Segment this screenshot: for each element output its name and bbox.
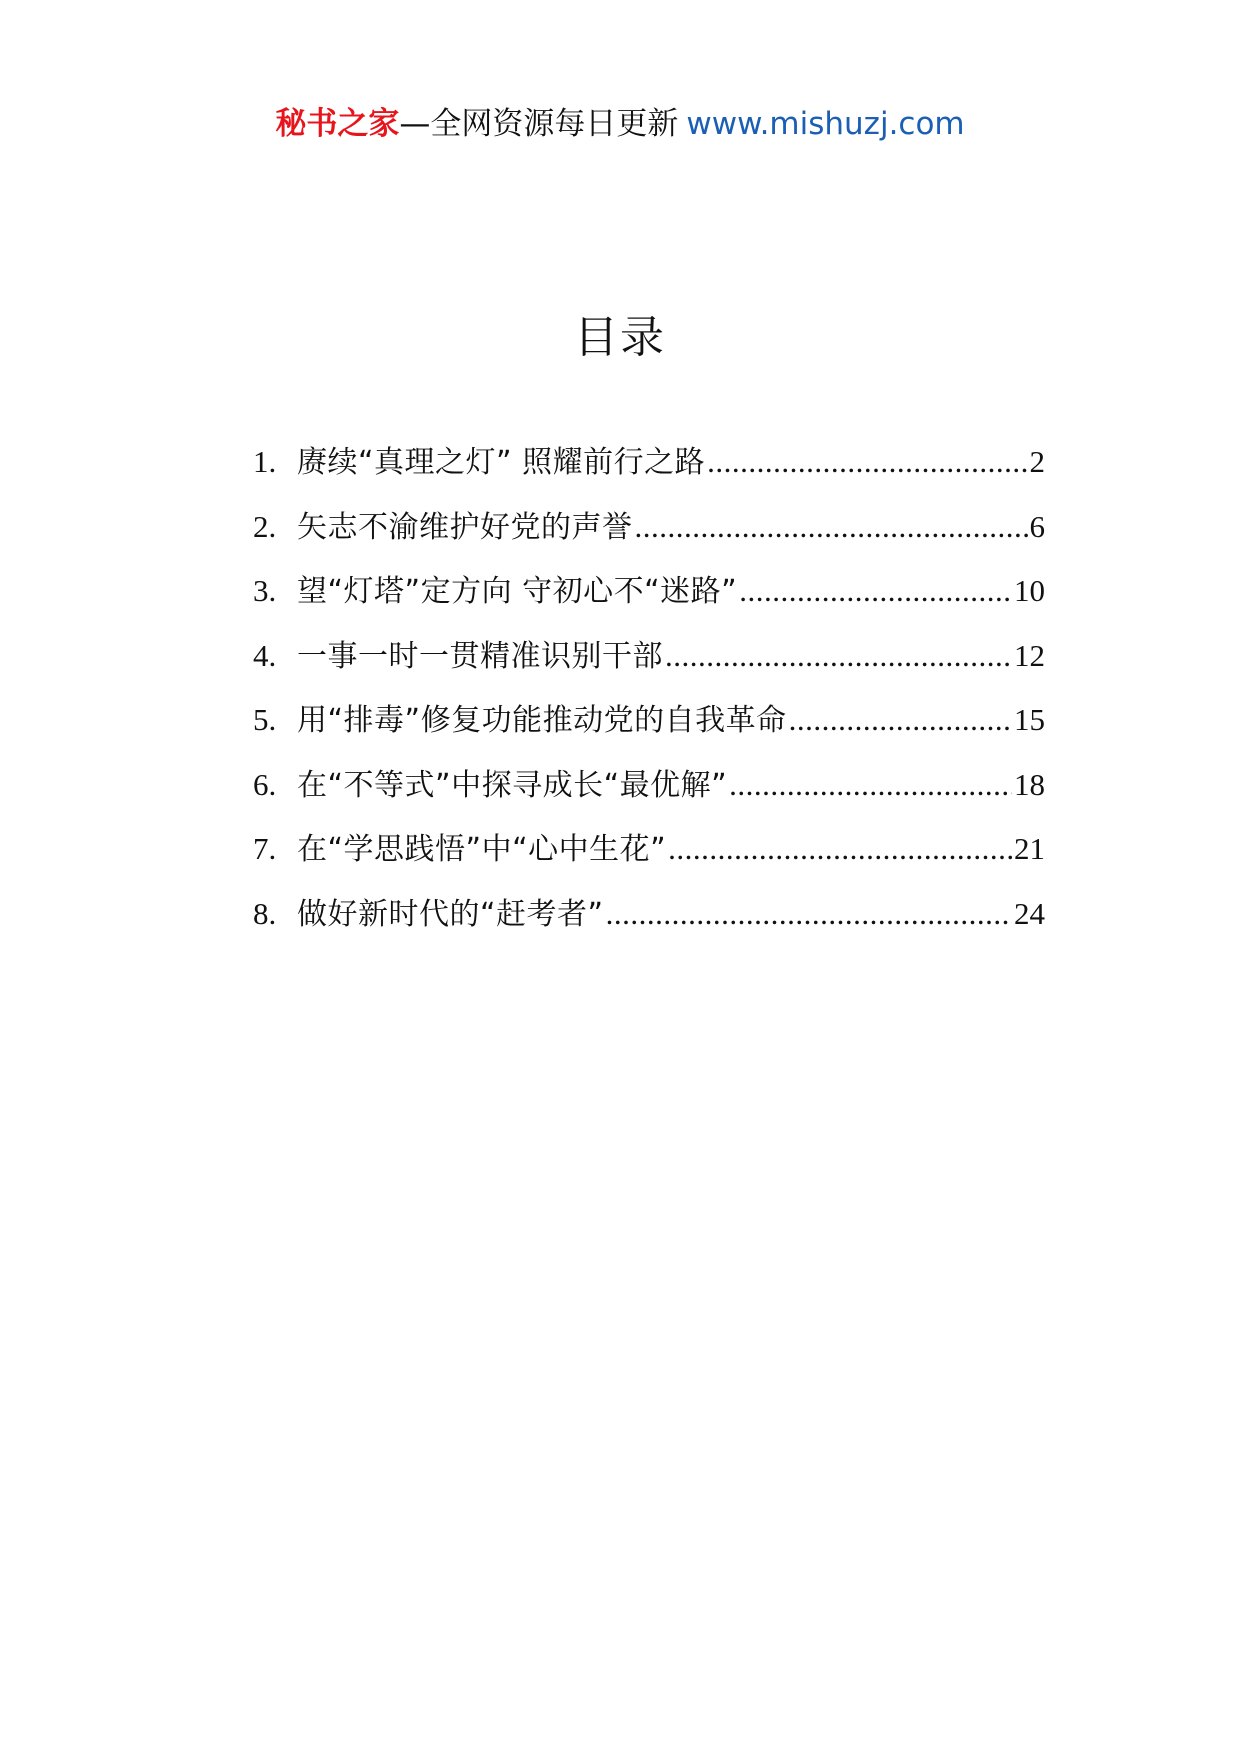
toc-entry-title: 用“排毒”修复功能推动党的自我革命 <box>297 703 787 738</box>
toc-entry-title: 矢志不渝维护好党的声誉 <box>297 509 633 545</box>
toc-entry-page: 2 <box>1029 444 1045 479</box>
toc-entry-title: 在“不等式”中探寻成长“最优解” <box>297 767 728 803</box>
site-header <box>0 102 1240 146</box>
toc-entry-page: 18 <box>1014 766 1045 802</box>
header-tagline: —全网资源每日更新 <box>399 106 679 142</box>
toc-dot-leader <box>739 569 1012 613</box>
toc-entry-number: 3. <box>253 573 277 608</box>
toc-entry-4[interactable] <box>253 634 1045 699</box>
toc-entry-number: 5. <box>253 702 277 737</box>
toc-entry-page: 15 <box>1014 702 1045 737</box>
toc-dot-leader <box>665 634 1012 678</box>
toc-entry-number: 7. <box>253 831 277 866</box>
toc-entry-2[interactable] <box>253 505 1045 570</box>
brand-name: 秘书之家 <box>275 106 400 142</box>
toc-entry-number: 1. <box>253 444 277 479</box>
toc-dot-leader <box>635 505 1028 549</box>
toc-entry-title: 赓续“真理之灯” 照耀前行之路 <box>297 445 706 480</box>
toc-entry-number: 6. <box>253 766 277 802</box>
toc-entry-number: 2. <box>253 508 277 544</box>
toc-dot-leader <box>789 698 1012 742</box>
toc-entry-page: 10 <box>1014 573 1045 608</box>
toc-entry-title: 在“学思践悟”中“心中生花” <box>297 832 667 867</box>
toc-dot-leader <box>707 440 1027 484</box>
toc-entry-number: 8. <box>253 895 277 931</box>
toc-entry-page: 6 <box>1029 508 1045 544</box>
toc-entry-5[interactable] <box>253 698 1045 763</box>
toc-entry-3[interactable] <box>253 569 1045 634</box>
toc-entry-number: 4. <box>253 637 277 673</box>
toc-dot-leader <box>668 827 1012 871</box>
site-url-link[interactable]: www.mishuzj.com <box>686 106 965 142</box>
toc-entry-8[interactable] <box>253 892 1045 957</box>
table-of-contents <box>253 440 1045 956</box>
toc-dot-leader <box>606 892 1012 936</box>
toc-entry-title: 一事一时一贯精准识别干部 <box>297 638 663 674</box>
toc-entry-1[interactable] <box>253 440 1045 505</box>
toc-entry-7[interactable] <box>253 827 1045 892</box>
toc-entry-page: 21 <box>1014 831 1045 866</box>
toc-entry-page: 24 <box>1014 895 1045 931</box>
toc-entry-page: 12 <box>1014 637 1045 673</box>
toc-title: 目录 <box>574 312 666 363</box>
toc-entry-title: 做好新时代的“赶考者” <box>297 896 604 932</box>
toc-entry-title: 望“灯塔”定方向 守初心不“迷路” <box>297 574 738 609</box>
toc-dot-leader <box>729 763 1012 807</box>
toc-entry-6[interactable] <box>253 763 1045 828</box>
